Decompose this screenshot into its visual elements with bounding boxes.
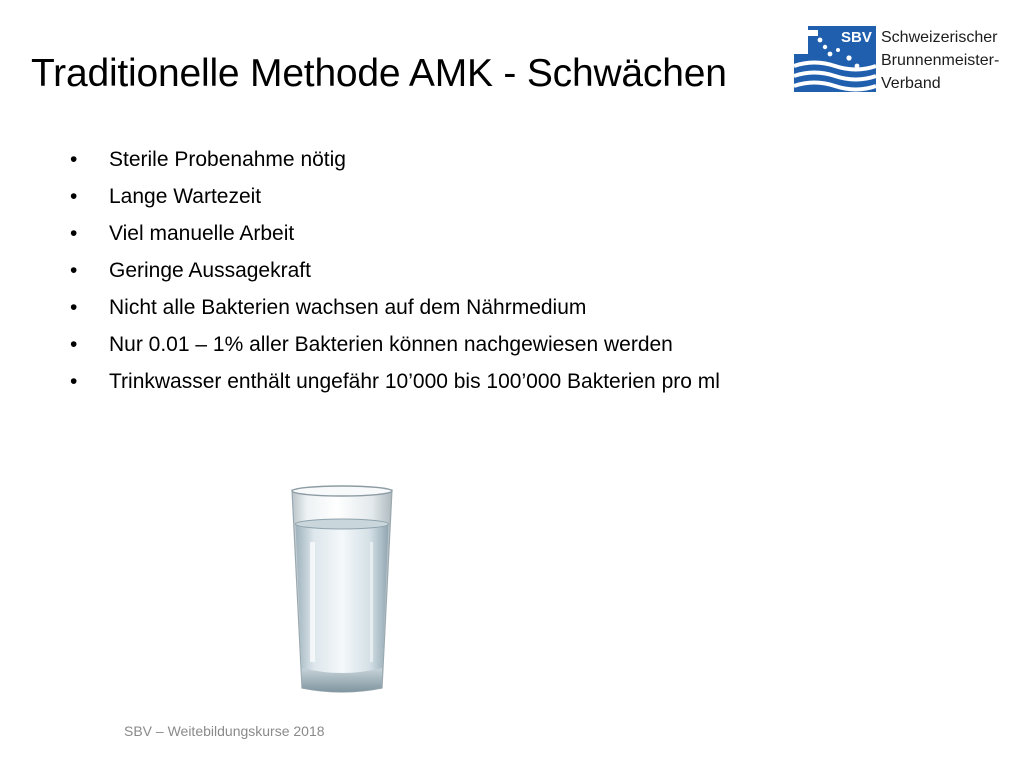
bullet-item [70,178,720,215]
bullet-item [70,363,720,400]
slide-title: Traditionelle Methode AMK - Schwächen [31,52,727,95]
bullet-item [70,141,720,178]
footer-text: SBV – Weitebildungskurse 2018 [124,723,325,739]
bullet-icon: • [70,185,78,208]
bullet-list [70,141,720,400]
bullet-icon: • [70,222,78,245]
bullet-text: Nicht alle Bakterien wachsen auf dem Nährmedium [109,296,587,319]
logo-line-2: Brunnenmeister- [881,52,1000,69]
bullet-text: Nur 0.01 – 1% aller Bakterien können nachgewiesen werden [109,333,673,356]
sbv-logo [794,26,1014,94]
bullet-item [70,326,720,363]
bullet-icon: • [70,333,78,356]
water-glass-icon [286,482,398,700]
bullet-text: Lange Wartezeit [109,185,262,208]
logo-text [881,26,999,95]
bullet-item [70,252,720,289]
bullet-icon: • [70,148,78,171]
bullet-text: Trinkwasser enthält ungefähr 10’000 bis 100’000 Bakterien pro ml [109,370,720,393]
bullet-text: Geringe Aussagekraft [109,259,311,282]
bullet-text: Sterile Probenahme nötig [109,148,346,171]
bullet-icon: • [70,259,78,282]
bullet-icon: • [70,370,78,393]
bullet-item [70,289,720,326]
bullet-text: Viel manuelle Arbeit [109,222,295,245]
logo-abbr: SBV [841,29,872,46]
sbv-logo-icon [794,26,876,92]
logo-line-1: Schweizerischer [881,29,998,46]
bullet-item [70,215,720,252]
bullet-icon: • [70,296,78,319]
logo-line-3: Verband [881,75,941,92]
